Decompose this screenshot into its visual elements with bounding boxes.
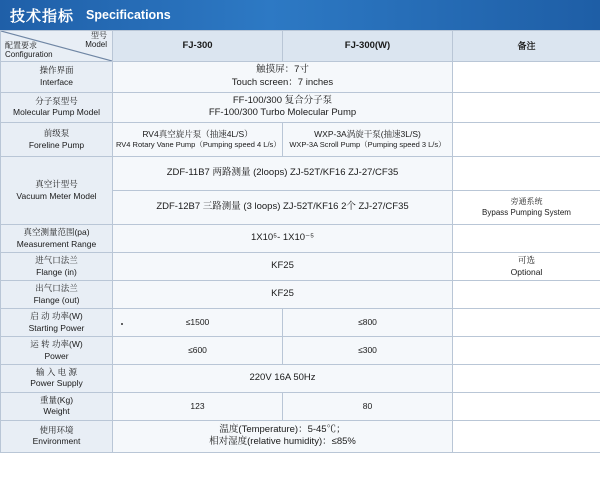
row-note bbox=[453, 157, 600, 191]
row-value-merged: FF-100/300 复合分子泵 FF-100/300 Turbo Molecular Pump bbox=[113, 92, 453, 123]
row-label: 前级泵 Foreline Pump bbox=[1, 123, 113, 157]
row-label: 使用环境 Environment bbox=[1, 420, 113, 452]
row-value-merged: 触摸屏：7寸 Touch screen：7 inches bbox=[113, 62, 453, 93]
row-note bbox=[453, 123, 600, 157]
row-label: 操作界面 Interface bbox=[1, 62, 113, 93]
row-label: 真空测量范围(pa) Measurement Range bbox=[1, 225, 113, 253]
row-note: 旁通系统 Bypass Pumping System bbox=[453, 191, 600, 225]
table-row bbox=[1, 92, 600, 123]
table-row bbox=[1, 253, 600, 281]
row-note bbox=[453, 309, 600, 337]
row-note: 可选 Optional bbox=[453, 253, 600, 281]
row-value-merged: KF25 bbox=[113, 253, 453, 281]
row-label: 重量(Kg) Weight bbox=[1, 392, 113, 420]
corner-model-label: 型号 Model bbox=[85, 31, 107, 49]
page-title-en: Specifications bbox=[86, 8, 171, 22]
row-label: 出气口法兰 Flange (out) bbox=[1, 281, 113, 309]
column-header-note: 备注 bbox=[453, 31, 600, 62]
row-note bbox=[453, 420, 600, 452]
page-header bbox=[0, 0, 600, 30]
table-row bbox=[1, 281, 600, 309]
row-note bbox=[453, 337, 600, 365]
corner-configuration-label: 配置要求 Configuration bbox=[5, 41, 53, 60]
row-value-merged: KF25 bbox=[113, 281, 453, 309]
table-row bbox=[1, 420, 600, 452]
column-header-model-a: FJ-300 bbox=[113, 31, 283, 62]
row-note bbox=[453, 225, 600, 253]
table-row bbox=[1, 309, 600, 337]
row-note bbox=[453, 281, 600, 309]
row-value-a: RV4真空旋片泵（抽速4L/S） RV4 Rotary Vane Pump（Pumping speed 4 L/s） bbox=[113, 123, 283, 157]
row-note bbox=[453, 365, 600, 393]
row-value-a: ≤1500 bbox=[113, 309, 283, 337]
row-value-merged: 1X10⁵- 1X10⁻⁵ bbox=[113, 225, 453, 253]
row-label: 运 转 功率(W) Power bbox=[1, 337, 113, 365]
table-row bbox=[1, 157, 600, 191]
table-row bbox=[1, 365, 600, 393]
row-value-merged: ZDF-11B7 两路测量 (2loops) ZJ-52T/KF16 ZJ-27/CF35 bbox=[113, 157, 453, 191]
row-label: 启 动 功率(W) Starting Power bbox=[1, 309, 113, 337]
row-label: 分子泵型号 Molecular Pump Model bbox=[1, 92, 113, 123]
page-title-cn: 技术指标 bbox=[10, 7, 75, 25]
table-header-row bbox=[1, 31, 600, 62]
row-value-b: ≤300 bbox=[283, 337, 453, 365]
row-value-b: WXP-3A涡旋干泵(抽速3L/S) WXP-3A Scroll Pump（Pumping speed 3 L/s） bbox=[283, 123, 453, 157]
row-value-merged: 220V 16A 50Hz bbox=[113, 365, 453, 393]
row-value-a: ≤600 bbox=[113, 337, 283, 365]
table-row bbox=[1, 62, 600, 93]
row-value-b: 80 bbox=[283, 392, 453, 420]
row-value-b: ≤800 bbox=[283, 309, 453, 337]
row-label: 输 入 电 源 Power Supply bbox=[1, 365, 113, 393]
table-row bbox=[1, 392, 600, 420]
corner-header-cell bbox=[1, 31, 113, 62]
table-row bbox=[1, 123, 600, 157]
specifications-table bbox=[0, 30, 600, 453]
row-note bbox=[453, 62, 600, 93]
row-label: 进气口法兰 Flange (in) bbox=[1, 253, 113, 281]
row-note bbox=[453, 392, 600, 420]
row-label: 真空计型号 Vacuum Meter Model bbox=[1, 157, 113, 225]
row-value-a: 123 bbox=[113, 392, 283, 420]
table-row bbox=[1, 337, 600, 365]
column-header-model-b: FJ-300(W) bbox=[283, 31, 453, 62]
row-note bbox=[453, 92, 600, 123]
row-value-merged: 温度(Temperature)：5-45℃； 相对湿度(relative humidity)：≤85% bbox=[113, 420, 453, 452]
row-value-merged: ZDF-12B7 三路测量 (3 loops) ZJ-52T/KF16 2个 ZJ-27/CF35 bbox=[113, 191, 453, 225]
table-row bbox=[1, 225, 600, 253]
